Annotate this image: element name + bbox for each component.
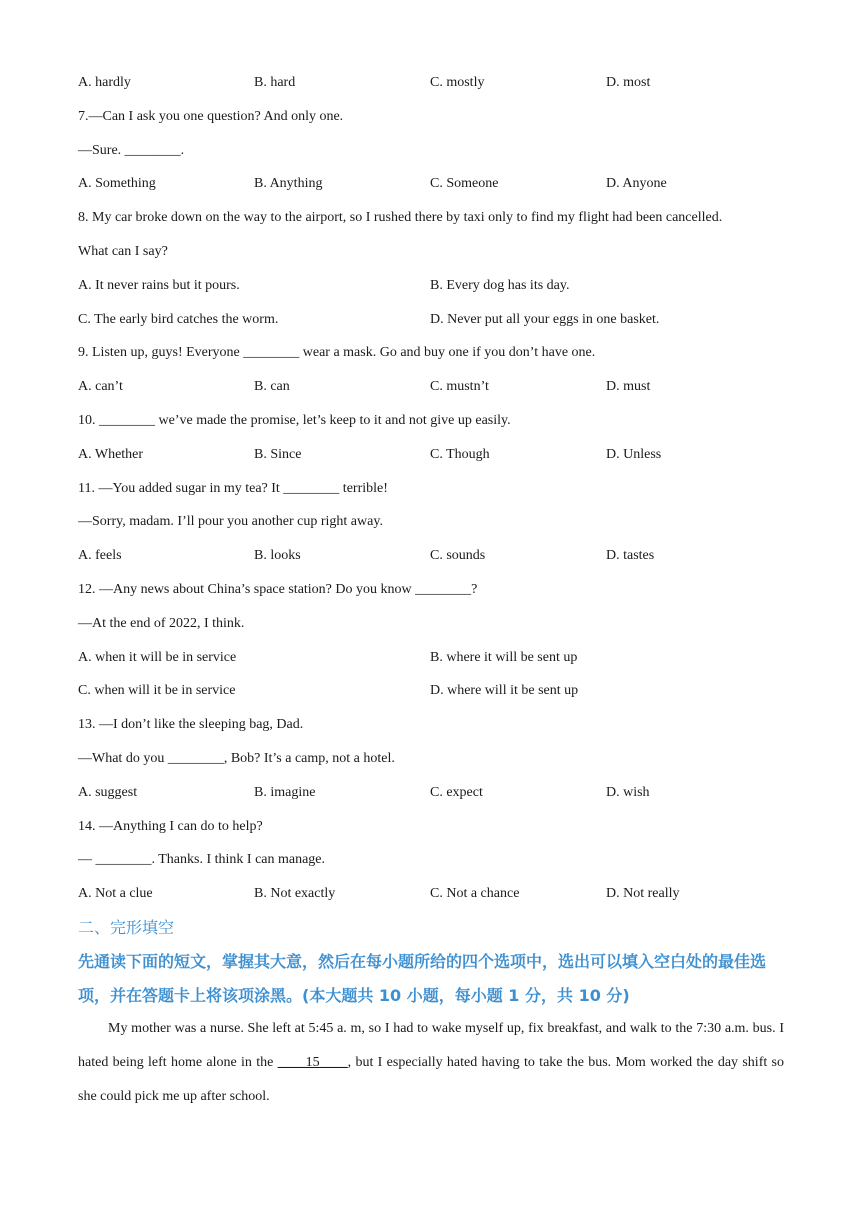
- section-2-title: 二、完形填空: [78, 917, 175, 937]
- q11-option-a: A. feels: [78, 548, 122, 564]
- q8-options-row2: [78, 303, 784, 337]
- q6-options: [78, 66, 784, 100]
- q7-stem: 7.—Can I ask you one question? And only one.: [78, 108, 344, 124]
- q8-option-c: C. The early bird catches the worm.: [78, 311, 279, 327]
- q12-option-c: C. when will it be in service: [78, 683, 236, 699]
- q14-option-c: C. Not a chance: [430, 886, 520, 902]
- q11-option-b: B. looks: [254, 548, 301, 564]
- exam-page: [78, 66, 784, 1128]
- q9-option-b: B. can: [254, 379, 290, 395]
- q9-option-a: A. can’t: [78, 379, 123, 395]
- passage-before: My mother was a nurse. She left at 5:45 a. m, so I had to wake myself up, fix breakfast, and walk to the 7:30 a.m. bus. I hated being left home alone in the: [78, 1021, 784, 1071]
- q7-option-a: A. Something: [78, 176, 156, 192]
- q6-option-d: D. most: [606, 75, 651, 90]
- q9-option-c: C. mustn’t: [430, 379, 489, 395]
- q8-stem-line2: What can I say?: [78, 243, 168, 259]
- q14-stem: 14. —Anything I can do to help?: [78, 818, 263, 834]
- q14-option-a: A. Not a clue: [78, 886, 153, 902]
- q13-options: [78, 776, 784, 810]
- q7-option-b: B. Anything: [254, 176, 323, 192]
- q14-option-d: D. Not really: [606, 886, 680, 902]
- q7-option-d: D. Anyone: [606, 176, 667, 192]
- q12-reply: —At the end of 2022, I think.: [78, 615, 245, 631]
- q8-stem-line1: 8. My car broke down on the way to the airport, so I rushed there by taxi only to find my flight had been cancelled.: [78, 210, 723, 226]
- q10-stem: 10. ________ we’ve made the promise, let’s keep to it and not give up easily.: [78, 412, 511, 428]
- blank-15: ____15____: [277, 1055, 348, 1071]
- q10-options: [78, 438, 784, 472]
- q9-options: [78, 370, 784, 404]
- q13-option-c: C. expect: [430, 784, 483, 800]
- q14-option-b: B. Not exactly: [254, 886, 336, 902]
- q10-option-a: A. Whether: [78, 446, 144, 462]
- q13-option-a: A. suggest: [78, 784, 138, 800]
- q6-option-c: C. mostly: [430, 75, 485, 90]
- q13-option-d: D. wish: [606, 784, 650, 800]
- q13-stem: 13. —I don’t like the sleeping bag, Dad.: [78, 717, 304, 733]
- section-2-instructions: 先通读下面的短文，掌握其大意，然后在每小题所给的四个选项中，选出可以填入空白处的最佳选项，并在答题卡上将该项涂黑。(本大题共 10 小题，每小题 1 分，共 10 分): [78, 951, 767, 1005]
- q13-option-b: B. imagine: [254, 784, 316, 800]
- q12-stem: 12. —Any news about China’s space station? Do you know ________?: [78, 581, 478, 597]
- q8-option-a: A. It never rains but it pours.: [78, 277, 240, 293]
- q6-option-b: B. hard: [254, 75, 296, 90]
- q7-reply: —Sure. ________.: [78, 142, 185, 158]
- passage-after: , but I especially hated having to take the bus. Mom worked the day shift so she could pick me up after school.: [78, 1055, 785, 1104]
- q11-option-c: C. sounds: [430, 548, 486, 564]
- q11-options: [78, 539, 784, 573]
- q8-options-row1: [78, 269, 784, 303]
- q7-option-c: C. Someone: [430, 176, 499, 192]
- q12-options-row1: [78, 641, 784, 675]
- q10-option-c: C. Though: [430, 446, 490, 462]
- q8-option-d: D. Never put all your eggs in one basket.: [430, 311, 660, 327]
- q10-option-b: B. Since: [254, 446, 302, 462]
- q7-options: [78, 167, 784, 201]
- q11-stem: 11. —You added sugar in my tea? It ________ terrible!: [78, 480, 388, 496]
- q8-option-b: B. Every dog has its day.: [430, 277, 570, 293]
- q11-option-d: D. tastes: [606, 548, 655, 564]
- q13-reply: —What do you ________, Bob? It’s a camp, not a hotel.: [78, 750, 395, 766]
- q10-option-d: D. Unless: [606, 446, 662, 462]
- cloze-passage: [78, 1012, 784, 1113]
- q6-option-a: A. hardly: [78, 75, 131, 90]
- q11-reply: —Sorry, madam. I’ll pour you another cup right away.: [78, 514, 383, 530]
- q12-option-d: D. where will it be sent up: [430, 683, 579, 699]
- q12-options-row2: [78, 674, 784, 708]
- q12-option-b: B. where it will be sent up: [430, 649, 578, 665]
- q14-options: [78, 877, 784, 911]
- q12-option-a: A. when it will be in service: [78, 649, 237, 665]
- q9-stem: 9. Listen up, guys! Everyone ________ wear a mask. Go and buy one if you don’t have one.: [78, 345, 596, 361]
- q9-option-d: D. must: [606, 379, 651, 395]
- q14-reply: — ________. Thanks. I think I can manage.: [78, 852, 326, 868]
